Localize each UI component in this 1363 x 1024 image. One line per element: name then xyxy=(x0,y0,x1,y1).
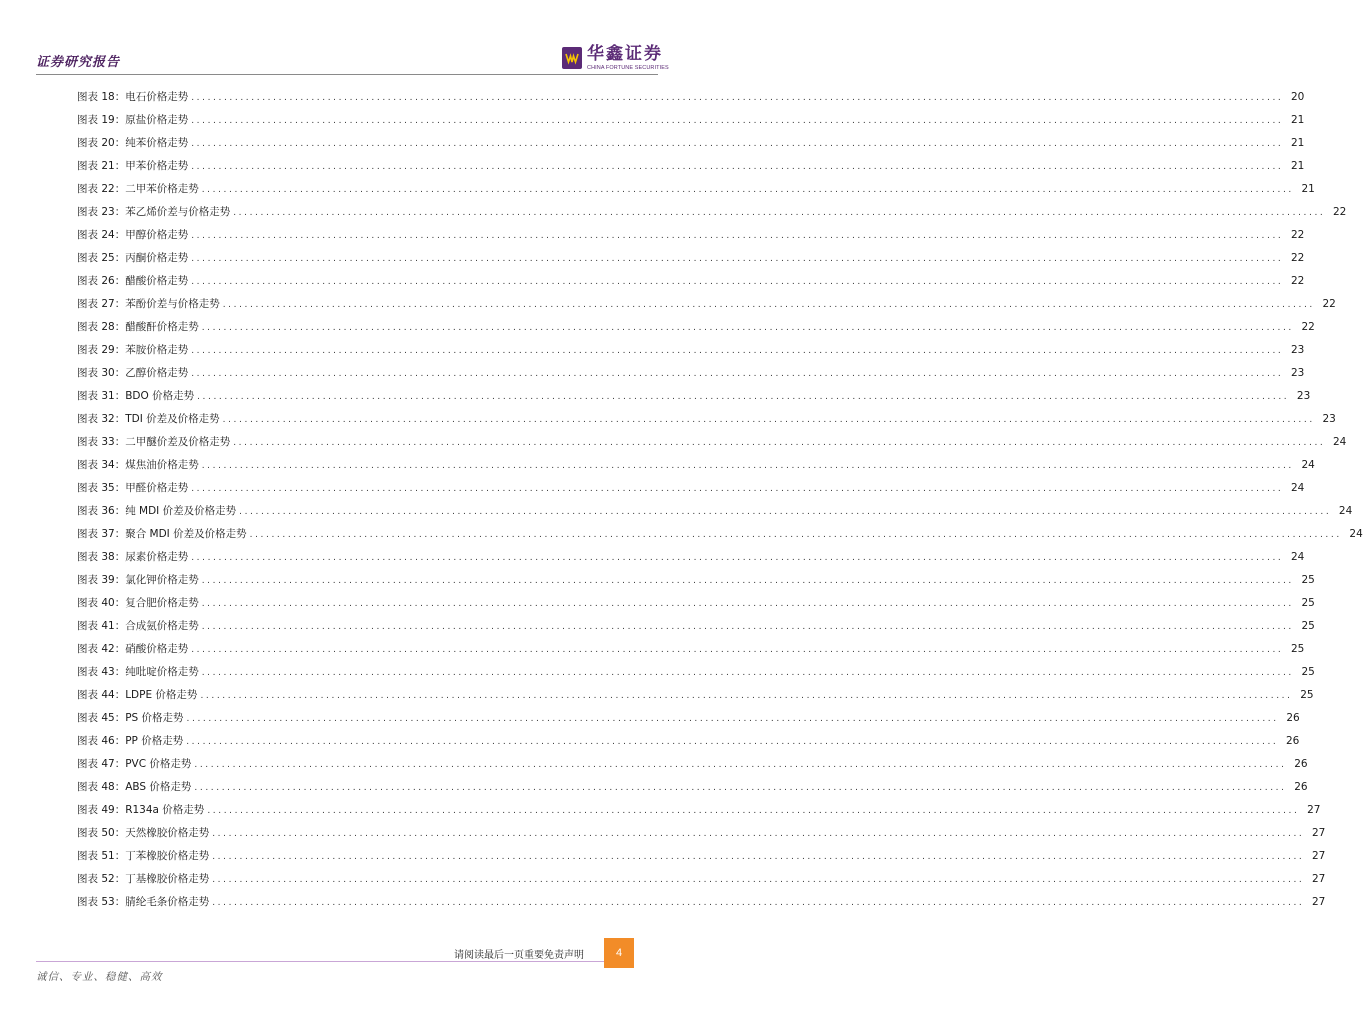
toc-entry-label: 图表 38：尿素价格走势 xyxy=(77,551,189,563)
toc-entry-page: 21 xyxy=(1301,183,1315,195)
toc-entry[interactable] xyxy=(77,733,1300,756)
toc-leader-dots: ........................................................................................................................................................................................................ xyxy=(194,760,1287,770)
toc-entry[interactable] xyxy=(77,664,1315,687)
toc-entry-page: 27 xyxy=(1312,873,1326,885)
toc-entry[interactable] xyxy=(77,204,1347,227)
toc-leader-dots: ........................................................................................................................................................................................................ xyxy=(249,530,1342,540)
toc-entry-label: 图表 20：纯苯价格走势 xyxy=(77,137,189,149)
toc-entry[interactable] xyxy=(77,365,1305,388)
toc-leader-dots: ........................................................................................................................................................................................................ xyxy=(201,185,1294,195)
toc-entry-label: 图表 46：PP 价格走势 xyxy=(77,735,184,747)
toc-entry-page: 22 xyxy=(1291,275,1305,287)
toc-entry-label: 图表 41：合成氨价格走势 xyxy=(77,620,199,632)
toc-entry[interactable] xyxy=(77,457,1315,480)
toc-entry[interactable] xyxy=(77,572,1315,595)
footer-slogan: 诚信、专业、稳健、高效 xyxy=(36,971,163,983)
toc-entry-page: 24 xyxy=(1349,528,1363,540)
toc-entry-label: 图表 47：PVC 价格走势 xyxy=(77,758,192,770)
toc-entry-label: 图表 52：丁基橡胶价格走势 xyxy=(77,873,210,885)
toc-leader-dots: ........................................................................................................................................................................................................ xyxy=(191,116,1284,126)
toc-entry[interactable] xyxy=(77,825,1326,848)
toc-entry-page: 24 xyxy=(1338,505,1353,517)
page-number: 4 xyxy=(604,938,634,968)
toc-entry-label: 图表 36：纯 MDI 价差及价格走势 xyxy=(77,505,237,517)
toc-leader-dots: ........................................................................................................................................................................................................ xyxy=(191,645,1284,655)
toc-leader-dots: ........................................................................................................................................................................................................ xyxy=(239,507,1332,517)
toc-leader-dots: ........................................................................................................................................................................................................ xyxy=(191,369,1284,379)
toc-entry-page: 24 xyxy=(1291,482,1305,494)
disclaimer-note: 请阅读最后一页重要免责声明 xyxy=(454,950,584,961)
toc-leader-dots: ........................................................................................................................................................................................................ xyxy=(191,484,1284,494)
toc-entry-label: 图表 28：醋酸酐价格走势 xyxy=(77,321,199,333)
toc-entry[interactable] xyxy=(77,181,1315,204)
toc-entry[interactable] xyxy=(77,158,1305,181)
toc-entry[interactable] xyxy=(77,618,1315,641)
toc-entry-label: 图表 35：甲醛价格走势 xyxy=(77,482,189,494)
toc-entry-page: 22 xyxy=(1291,252,1305,264)
toc-entry[interactable] xyxy=(77,135,1305,158)
toc-entry-label: 图表 31：BDO 价格走势 xyxy=(77,390,195,402)
logo-name-cn: 华鑫证券 xyxy=(587,44,663,64)
toc-leader-dots: ........................................................................................................................................................................................................ xyxy=(191,93,1284,103)
toc-leader-dots: ........................................................................................................................................................................................................ xyxy=(191,553,1284,563)
toc-leader-dots: ........................................................................................................................................................................................................ xyxy=(200,691,1293,701)
toc-entry-page: 22 xyxy=(1301,321,1315,333)
toc-entry-page: 21 xyxy=(1291,160,1305,172)
toc-entry-page: 26 xyxy=(1286,735,1300,747)
toc-entry-label: 图表 30：乙醇价格走势 xyxy=(77,367,189,379)
toc-leader-dots: ........................................................................................................................................................................................................ xyxy=(201,323,1294,333)
toc-entry[interactable] xyxy=(77,112,1305,135)
toc-entry[interactable] xyxy=(77,526,1363,549)
toc-list xyxy=(77,89,1363,917)
toc-entry-page: 20 xyxy=(1291,91,1305,103)
toc-leader-dots: ........................................................................................................................................................................................................ xyxy=(194,783,1287,793)
toc-entry-page: 24 xyxy=(1301,459,1315,471)
toc-entry-page: 23 xyxy=(1322,413,1336,425)
toc-entry-label: 图表 39：氯化钾价格走势 xyxy=(77,574,199,586)
toc-entry[interactable] xyxy=(77,871,1326,894)
toc-entry-label: 图表 50：天然橡胶价格走势 xyxy=(77,827,210,839)
toc-entry[interactable] xyxy=(77,250,1305,273)
toc-entry-label: 图表 19：原盐价格走势 xyxy=(77,114,189,126)
toc-leader-dots: ........................................................................................................................................................................................................ xyxy=(191,139,1284,149)
toc-entry-page: 22 xyxy=(1333,206,1347,218)
toc-entry[interactable] xyxy=(77,802,1321,825)
toc-entry-label: 图表 44：LDPE 价格走势 xyxy=(77,689,198,701)
toc-entry-page: 26 xyxy=(1286,712,1300,724)
toc-leader-dots: ........................................................................................................................................................................................................ xyxy=(201,668,1294,678)
footer-divider xyxy=(36,961,604,962)
toc-entry[interactable] xyxy=(77,894,1326,917)
toc-entry[interactable] xyxy=(77,480,1305,503)
toc-leader-dots: ........................................................................................................................................................................................................ xyxy=(186,714,1279,724)
toc-entry[interactable] xyxy=(77,503,1353,526)
toc-leader-dots: ........................................................................................................................................................................................................ xyxy=(201,622,1294,632)
toc-entry-label: 图表 25：丙酮价格走势 xyxy=(77,252,189,264)
toc-entry-page: 27 xyxy=(1312,850,1326,862)
toc-entry[interactable] xyxy=(77,273,1305,296)
toc-entry-label: 图表 43：纯吡啶价格走势 xyxy=(77,666,199,678)
toc-entry-page: 27 xyxy=(1312,896,1326,908)
toc-leader-dots: ........................................................................................................................................................................................................ xyxy=(191,346,1284,356)
toc-entry-page: 25 xyxy=(1301,620,1315,632)
toc-entry-page: 21 xyxy=(1291,114,1305,126)
toc-entry[interactable] xyxy=(77,388,1311,411)
logo-name-en: CHINA FORTUNE SECURITIES xyxy=(587,65,669,71)
toc-entry[interactable] xyxy=(77,641,1305,664)
toc-leader-dots: ........................................................................................................................................................................................................ xyxy=(207,806,1300,816)
toc-entry-page: 23 xyxy=(1291,367,1305,379)
toc-leader-dots: ........................................................................................................................................................................................................ xyxy=(191,254,1284,264)
toc-entry[interactable] xyxy=(77,595,1315,618)
company-logo xyxy=(562,45,669,72)
toc-leader-dots: ........................................................................................................................................................................................................ xyxy=(201,599,1294,609)
toc-leader-dots: ........................................................................................................................................................................................................ xyxy=(191,162,1284,172)
toc-entry-label: 图表 49：R134a 价格走势 xyxy=(77,804,205,816)
toc-entry[interactable] xyxy=(77,411,1336,434)
toc-entry-label: 图表 48：ABS 价格走势 xyxy=(77,781,192,793)
toc-leader-dots: ........................................................................................................................................................................................................ xyxy=(222,300,1315,310)
toc-entry[interactable] xyxy=(77,848,1326,871)
toc-entry-label: 图表 27：苯酚价差与价格走势 xyxy=(77,298,220,310)
toc-entry-page: 25 xyxy=(1301,666,1315,678)
header-divider xyxy=(36,74,658,75)
toc-entry-page: 24 xyxy=(1333,436,1347,448)
toc-entry-page: 27 xyxy=(1307,804,1321,816)
toc-entry-label: 图表 32：TDI 价差及价格走势 xyxy=(77,413,220,425)
toc-leader-dots: ........................................................................................................................................................................................................ xyxy=(191,231,1284,241)
toc-leader-dots: ........................................................................................................................................................................................................ xyxy=(201,576,1294,586)
toc-leader-dots: ........................................................................................................................................................................................................ xyxy=(186,737,1279,747)
toc-entry-label: 图表 33：二甲醚价差及价格走势 xyxy=(77,436,231,448)
logo-icon xyxy=(562,47,582,69)
toc-entry-label: 图表 45：PS 价格走势 xyxy=(77,712,184,724)
header-title: 证券研究报告 xyxy=(36,55,121,70)
toc-entry-label: 图表 23：苯乙烯价差与价格走势 xyxy=(77,206,231,218)
toc-entry[interactable] xyxy=(77,687,1314,710)
toc-entry-page: 25 xyxy=(1301,597,1315,609)
toc-entry-page: 27 xyxy=(1312,827,1326,839)
toc-entry-page: 24 xyxy=(1291,551,1305,563)
toc-entry[interactable] xyxy=(77,296,1336,319)
toc-entry-label: 图表 34：煤焦油价格走势 xyxy=(77,459,199,471)
toc-leader-dots: ........................................................................................................................................................................................................ xyxy=(233,438,1326,448)
toc-entry-label: 图表 22：二甲苯价格走势 xyxy=(77,183,199,195)
toc-leader-dots: ........................................................................................................................................................................................................ xyxy=(212,898,1305,908)
toc-entry-label: 图表 21：甲苯价格走势 xyxy=(77,160,189,172)
toc-leader-dots: ........................................................................................................................................................................................................ xyxy=(212,875,1305,885)
toc-entry[interactable] xyxy=(77,710,1300,733)
toc-entry-page: 23 xyxy=(1296,390,1311,402)
toc-entry-page: 22 xyxy=(1291,229,1305,241)
toc-entry-label: 图表 53：腈纶毛条价格走势 xyxy=(77,896,210,908)
toc-entry-label: 图表 18：电石价格走势 xyxy=(77,91,189,103)
toc-entry-label: 图表 51：丁苯橡胶价格走势 xyxy=(77,850,210,862)
toc-leader-dots: ........................................................................................................................................................................................................ xyxy=(197,392,1290,402)
toc-leader-dots: ........................................................................................................................................................................................................ xyxy=(212,852,1305,862)
toc-entry-page: 21 xyxy=(1291,137,1305,149)
toc-entry[interactable] xyxy=(77,319,1315,342)
toc-leader-dots: ........................................................................................................................................................................................................ xyxy=(212,829,1305,839)
toc-entry-page: 26 xyxy=(1294,758,1308,770)
toc-entry[interactable] xyxy=(77,342,1305,365)
toc-entry-label: 图表 29：苯胺价格走势 xyxy=(77,344,189,356)
toc-entry-page: 25 xyxy=(1301,574,1315,586)
toc-entry-page: 25 xyxy=(1291,643,1305,655)
toc-leader-dots: ........................................................................................................................................................................................................ xyxy=(222,415,1315,425)
toc-entry-label: 图表 26：醋酸价格走势 xyxy=(77,275,189,287)
toc-entry[interactable] xyxy=(77,549,1305,572)
toc-leader-dots: ........................................................................................................................................................................................................ xyxy=(191,277,1284,287)
toc-entry[interactable] xyxy=(77,779,1308,802)
toc-entry[interactable] xyxy=(77,89,1305,112)
toc-entry-label: 图表 37：聚合 MDI 价差及价格走势 xyxy=(77,528,247,540)
toc-leader-dots: ........................................................................................................................................................................................................ xyxy=(233,208,1326,218)
toc-entry-label: 图表 40：复合肥价格走势 xyxy=(77,597,199,609)
toc-entry[interactable] xyxy=(77,756,1308,779)
toc-entry-page: 26 xyxy=(1294,781,1308,793)
toc-entry-page: 22 xyxy=(1322,298,1336,310)
toc-entry-label: 图表 42：硝酸价格走势 xyxy=(77,643,189,655)
toc-leader-dots: ........................................................................................................................................................................................................ xyxy=(201,461,1294,471)
toc-entry[interactable] xyxy=(77,434,1347,457)
toc-entry-page: 23 xyxy=(1291,344,1305,356)
toc-entry-page: 25 xyxy=(1300,689,1314,701)
toc-entry-label: 图表 24：甲醇价格走势 xyxy=(77,229,189,241)
toc-entry[interactable] xyxy=(77,227,1305,250)
